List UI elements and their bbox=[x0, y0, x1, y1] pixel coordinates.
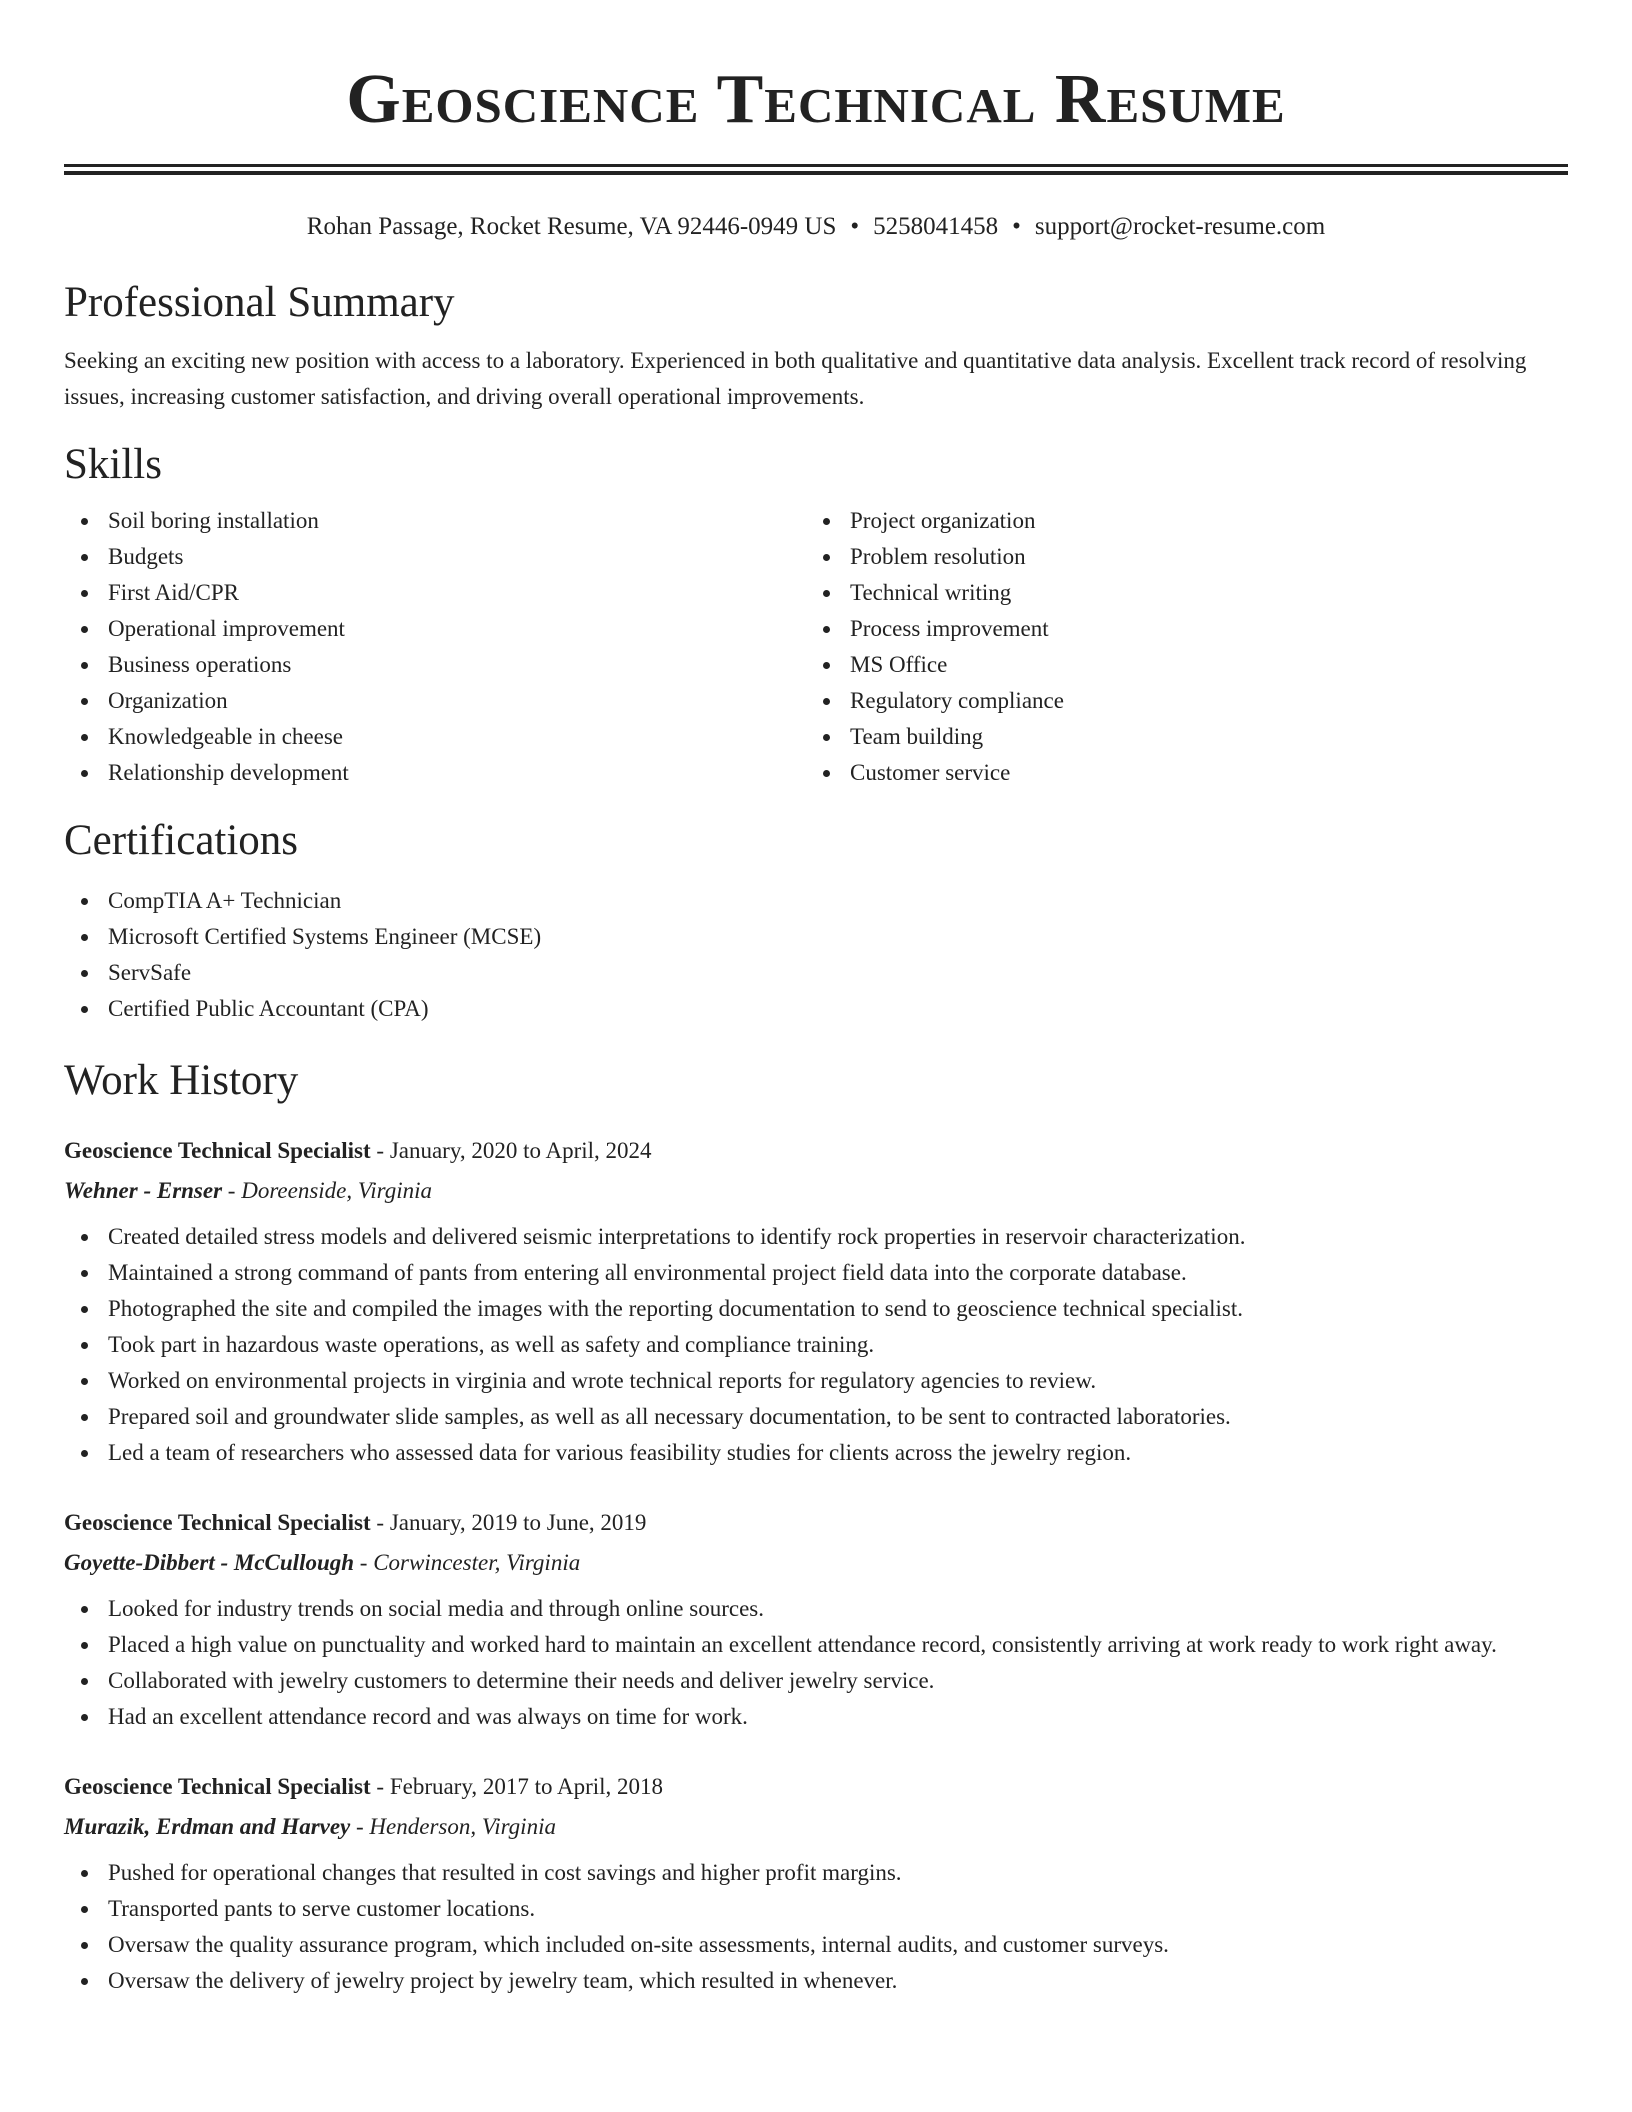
job-duties-list bbox=[64, 1591, 1568, 1735]
skill-item: Technical writing bbox=[806, 575, 1548, 611]
skill-item: Business operations bbox=[64, 647, 806, 683]
job-entry bbox=[64, 1131, 1568, 1471]
job-title-line bbox=[64, 1131, 1568, 1171]
skill-item: Relationship development bbox=[64, 755, 806, 791]
job-duty-item: Transported pants to serve customer locations. bbox=[64, 1891, 1568, 1927]
skills-column-left bbox=[64, 503, 806, 791]
job-title: Geoscience Technical Specialist bbox=[64, 1510, 371, 1535]
work-history-section bbox=[64, 1055, 1568, 1999]
job-duty-item: Prepared soil and groundwater slide samples, as well as all necessary documentation, to be sent to contracted laboratories. bbox=[64, 1399, 1568, 1435]
job-company: Murazik, Erdman and Harvey bbox=[64, 1814, 351, 1839]
job-title-line bbox=[64, 1767, 1568, 1807]
job-duty-item: Oversaw the quality assurance program, which included on-site assessments, internal audits, and customer surveys. bbox=[64, 1927, 1568, 1963]
job-duty-item: Collaborated with jewelry customers to determine their needs and deliver jewelry service. bbox=[64, 1663, 1568, 1699]
contact-line bbox=[64, 211, 1568, 243]
skill-item: Knowledgeable in cheese bbox=[64, 719, 806, 755]
job-location: - Henderson, Virginia bbox=[350, 1814, 556, 1839]
job-duty-item: Created detailed stress models and delivered seismic interpretations to identify rock properties in reservoir characterization. bbox=[64, 1219, 1568, 1255]
certification-item: CompTIA A+ Technician bbox=[64, 883, 1568, 919]
skill-item: Team building bbox=[806, 719, 1548, 755]
skill-item: Process improvement bbox=[806, 611, 1548, 647]
contact-phone: 5258041458 bbox=[873, 213, 999, 240]
job-duty-item: Photographed the site and compiled the images with the reporting documentation to send to geoscience technical specialist. bbox=[64, 1291, 1568, 1327]
skill-item: Operational improvement bbox=[64, 611, 806, 647]
job-company-line bbox=[64, 1807, 1568, 1847]
summary-section bbox=[64, 277, 1568, 415]
skills-heading: Skills bbox=[64, 441, 162, 488]
skill-item: Project organization bbox=[806, 503, 1548, 539]
job-duty-item: Placed a high value on punctuality and worked hard to maintain an excellent attendance record, consistently arriving at work ready to work right away. bbox=[64, 1627, 1568, 1663]
page-title: Geoscience Technical Resume bbox=[346, 61, 1286, 138]
contact-email: support@rocket-resume.com bbox=[1034, 213, 1326, 240]
job-company-line bbox=[64, 1171, 1568, 1211]
skills-grid bbox=[64, 503, 1568, 791]
job-duty-item: Maintained a strong command of pants from entering all environmental project field data into the corporate database. bbox=[64, 1255, 1568, 1291]
skill-item: Problem resolution bbox=[806, 539, 1548, 575]
certifications-list bbox=[64, 883, 1568, 1027]
contact-address: Rohan Passage, Rocket Resume, VA 92446-0949 US bbox=[306, 213, 837, 240]
job-duty-item: Pushed for operational changes that resulted in cost savings and higher profit margins. bbox=[64, 1855, 1568, 1891]
job-dates: - February, 2017 to April, 2018 bbox=[370, 1774, 664, 1799]
job-duty-item: Took part in hazardous waste operations, as well as safety and compliance training. bbox=[64, 1327, 1568, 1363]
job-entry bbox=[64, 1767, 1568, 1999]
title-divider bbox=[64, 164, 1568, 175]
skills-section bbox=[64, 439, 1568, 791]
job-duty-item: Worked on environmental projects in virginia and wrote technical reports for regulatory agencies to review. bbox=[64, 1363, 1568, 1399]
job-duty-item: Had an excellent attendance record and was always on time for work. bbox=[64, 1699, 1568, 1735]
skills-column-right bbox=[806, 503, 1548, 791]
certifications-section bbox=[64, 815, 1568, 1027]
job-entry bbox=[64, 1503, 1568, 1735]
certifications-heading: Certifications bbox=[64, 817, 299, 864]
skill-item: MS Office bbox=[806, 647, 1548, 683]
skill-item: Regulatory compliance bbox=[806, 683, 1548, 719]
skills-list-left bbox=[64, 503, 806, 791]
work-history-heading: Work History bbox=[64, 1057, 299, 1104]
job-dates: - January, 2020 to April, 2024 bbox=[370, 1138, 652, 1163]
job-duties-list bbox=[64, 1219, 1568, 1471]
job-duty-item: Oversaw the delivery of jewelry project by jewelry team, which resulted in whenever. bbox=[64, 1963, 1568, 1999]
skill-item: First Aid/CPR bbox=[64, 575, 806, 611]
contact-separator: • bbox=[850, 213, 860, 240]
certification-item: ServSafe bbox=[64, 955, 1568, 991]
skill-item: Customer service bbox=[806, 755, 1548, 791]
summary-text: Seeking an exciting new position with access to a laboratory. Experienced in both qualitative and quantitative data analysis. Excellent track record of resolving issues, increasing customer satisfaction, and driving overall operational improvements. bbox=[64, 348, 1527, 409]
contact-separator: • bbox=[1012, 213, 1021, 240]
skills-list-right bbox=[806, 503, 1548, 791]
jobs-list bbox=[64, 1131, 1568, 1999]
job-location: - Doreenside, Virginia bbox=[222, 1178, 432, 1203]
job-company: Wehner - Ernser bbox=[64, 1178, 223, 1203]
job-title: Geoscience Technical Specialist bbox=[64, 1138, 371, 1163]
skill-item: Organization bbox=[64, 683, 806, 719]
summary-heading: Professional Summary bbox=[64, 279, 455, 326]
skill-item: Budgets bbox=[64, 539, 806, 575]
certification-item: Microsoft Certified Systems Engineer (MCSE) bbox=[64, 919, 1568, 955]
job-location: - Corwincester, Virginia bbox=[354, 1550, 581, 1575]
job-duty-item: Looked for industry trends on social media and through online sources. bbox=[64, 1591, 1568, 1627]
job-duties-list bbox=[64, 1855, 1568, 1999]
job-company: Goyette-Dibbert - McCullough bbox=[64, 1550, 355, 1575]
skill-item: Soil boring installation bbox=[64, 503, 806, 539]
job-dates: - January, 2019 to June, 2019 bbox=[370, 1510, 647, 1535]
job-title-line bbox=[64, 1503, 1568, 1543]
job-company-line bbox=[64, 1543, 1568, 1583]
job-duty-item: Led a team of researchers who assessed data for various feasibility studies for clients across the jewelry region. bbox=[64, 1435, 1568, 1471]
job-title: Geoscience Technical Specialist bbox=[64, 1774, 371, 1799]
certification-item: Certified Public Accountant (CPA) bbox=[64, 991, 1568, 1027]
